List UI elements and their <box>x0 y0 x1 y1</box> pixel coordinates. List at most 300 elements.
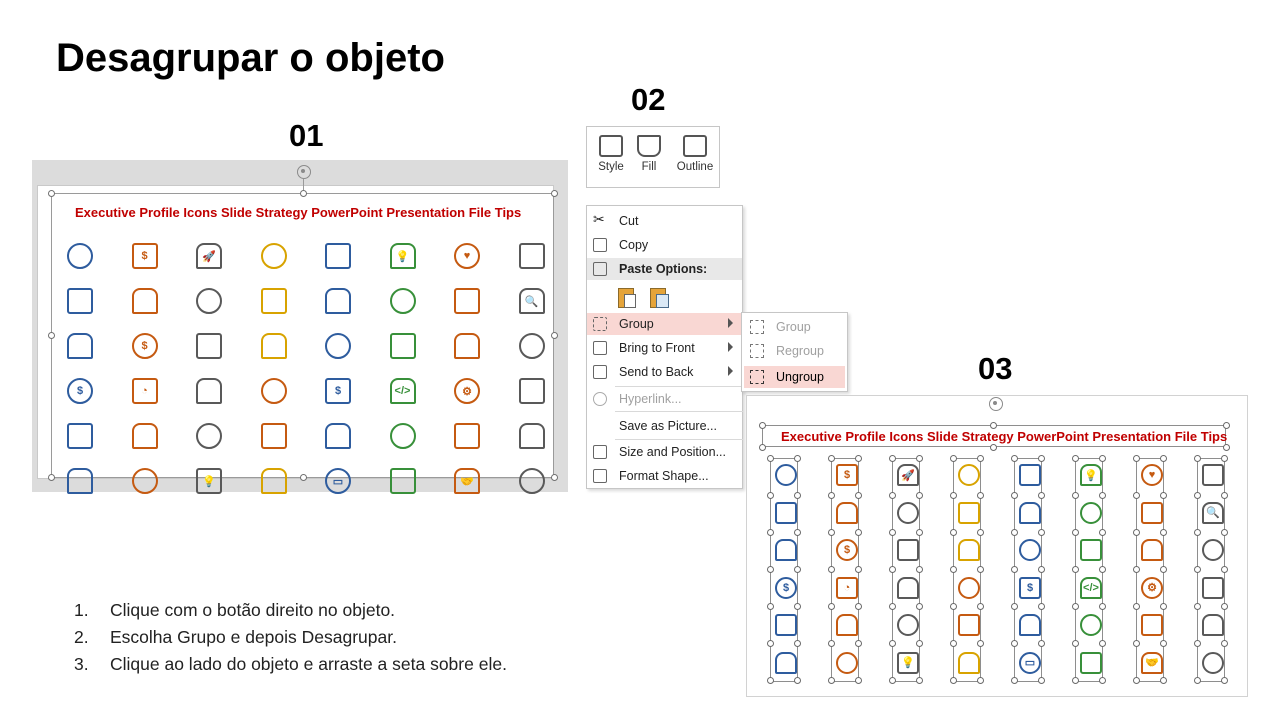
instruction-text: Clique ao lado do objeto e arraste a seta sobre ele. <box>110 654 507 674</box>
resize-handle[interactable] <box>551 474 558 481</box>
lightbulb-icon-glyph: 💡 <box>395 250 410 263</box>
meeting-icon <box>193 330 225 362</box>
resize-handle[interactable] <box>1011 529 1018 536</box>
resize-handle[interactable] <box>1160 455 1167 462</box>
resize-handle[interactable] <box>977 492 984 499</box>
submenu-item-group-label: Group <box>776 320 811 334</box>
resize-handle[interactable] <box>1072 492 1079 499</box>
bring-to-front-icon <box>593 341 607 355</box>
instruction-item <box>74 597 507 624</box>
mobile-settings-icon <box>387 330 419 362</box>
report-search-icon <box>193 420 225 452</box>
resize-handle[interactable] <box>977 529 984 536</box>
menu-item-size-position[interactable] <box>587 441 742 463</box>
submenu-item-group <box>744 316 845 338</box>
puzzle-gear-icon <box>451 420 483 452</box>
kanban-board-icon <box>64 330 96 362</box>
resize-handle[interactable] <box>767 455 774 462</box>
resize-handle[interactable] <box>1133 492 1140 499</box>
presentation-board-icon-glyph <box>258 285 290 317</box>
fill-button[interactable] <box>629 131 669 183</box>
analytics-icon-glyph <box>129 420 161 452</box>
resize-handle[interactable] <box>1038 640 1045 647</box>
growth-coin-icon-glyph <box>258 420 290 452</box>
resize-handle[interactable] <box>1099 492 1106 499</box>
resize-handle[interactable] <box>1038 455 1045 462</box>
globe-hands-icon-glyph <box>322 330 354 362</box>
resize-handle[interactable] <box>1011 492 1018 499</box>
resize-handle[interactable] <box>916 492 923 499</box>
mobile-hand-icon-glyph <box>258 330 290 362</box>
resize-handle[interactable] <box>1194 603 1201 610</box>
resize-handle[interactable] <box>977 677 984 684</box>
menu-item-bring-to-front-label: Bring to Front <box>619 341 695 355</box>
menu-separator <box>615 386 743 387</box>
invoice-dollar-icon-glyph: $ <box>1026 581 1034 594</box>
resize-handle[interactable] <box>916 677 923 684</box>
handshake-icon <box>451 465 483 497</box>
heart-hand-icon-glyph: ♥ <box>463 250 471 262</box>
resize-handle[interactable] <box>794 566 801 573</box>
paste-options-header <box>587 258 742 280</box>
puzzle-gear-icon-glyph <box>451 420 483 452</box>
conference-table-icon <box>258 465 290 497</box>
resize-handle[interactable] <box>977 603 984 610</box>
resize-handle[interactable] <box>855 455 862 462</box>
resize-handle[interactable] <box>1038 677 1045 684</box>
book-icon-glyph <box>64 240 96 272</box>
resize-handle[interactable] <box>1099 529 1106 536</box>
cart-box-icon <box>387 465 419 497</box>
resize-handle[interactable] <box>1194 677 1201 684</box>
paint-bucket-icon <box>637 135 661 157</box>
resize-handle[interactable] <box>855 529 862 536</box>
submenu-item-regroup-label: Regroup <box>776 344 824 358</box>
resize-handle[interactable] <box>794 455 801 462</box>
coin-stack-icon-glyph: $ <box>782 581 790 594</box>
resize-handle[interactable] <box>1221 566 1228 573</box>
scissors-icon: ✂ <box>593 211 605 227</box>
resize-handle[interactable] <box>1221 640 1228 647</box>
kanban-board-icon-glyph <box>64 330 96 362</box>
resize-handle[interactable] <box>1133 603 1140 610</box>
resize-handle[interactable] <box>855 677 862 684</box>
shape-format-ribbon <box>586 126 720 188</box>
slide-title-ungrouped: Executive Profile Icons Slide Strategy PowerPoint Presentation File Tips <box>781 429 1228 444</box>
resize-handle[interactable] <box>889 529 896 536</box>
resize-handle[interactable] <box>889 455 896 462</box>
rocket-icon-glyph: 🚀 <box>202 250 216 263</box>
resize-handle[interactable] <box>1160 492 1167 499</box>
html-file-icon-glyph: </> <box>1083 581 1099 594</box>
resize-handle[interactable] <box>1072 455 1079 462</box>
menu-item-save-as-picture[interactable] <box>587 415 742 437</box>
shape-style-icon <box>599 135 623 157</box>
idea-bulb-icon <box>193 465 225 497</box>
resize-handle[interactable] <box>1011 566 1018 573</box>
presentation-board-icon <box>258 285 290 317</box>
resize-handle[interactable] <box>950 677 957 684</box>
resize-handle[interactable] <box>977 640 984 647</box>
step-label-03: 03 <box>978 351 1013 386</box>
group-people-icon-glyph <box>516 465 548 497</box>
location-map-icon <box>387 285 419 317</box>
resize-handle[interactable] <box>855 603 862 610</box>
award-badge-icon-glyph <box>451 330 483 362</box>
step-label-02: 02 <box>631 82 666 117</box>
resize-handle[interactable] <box>1194 566 1201 573</box>
certificate-icon <box>516 330 548 362</box>
resize-handle[interactable] <box>950 566 957 573</box>
resize-handle[interactable] <box>855 640 862 647</box>
size-position-icon <box>593 445 607 459</box>
resize-handle[interactable] <box>759 422 766 429</box>
resize-handle[interactable] <box>1160 677 1167 684</box>
resize-handle[interactable] <box>767 566 774 573</box>
menu-item-cut[interactable] <box>587 210 742 232</box>
instruction-list <box>74 597 507 678</box>
coin-stack-icon-glyph: $ <box>76 385 84 397</box>
edit-document-icon-glyph <box>193 375 225 407</box>
resize-handle[interactable] <box>1133 566 1140 573</box>
instruction-item <box>74 624 507 651</box>
resize-handle[interactable] <box>1011 455 1018 462</box>
team-network-icon <box>258 240 290 272</box>
rocket-icon <box>193 240 225 272</box>
outline-button[interactable] <box>673 131 717 183</box>
money-hand-icon-glyph <box>516 240 548 272</box>
monitor-icon-glyph: ▭ <box>1024 657 1036 669</box>
businessman-gear-icon-glyph <box>516 420 548 452</box>
menu-item-send-to-back-label: Send to Back <box>619 365 694 379</box>
menu-item-format-shape-label: Format Shape... <box>619 469 709 483</box>
resize-handle[interactable] <box>828 492 835 499</box>
menu-separator <box>615 439 743 440</box>
dollar-hand-icon-glyph: $ <box>843 544 851 556</box>
resize-handle[interactable] <box>950 492 957 499</box>
resize-handle[interactable] <box>1099 640 1106 647</box>
resize-handle[interactable] <box>889 603 896 610</box>
resize-handle[interactable] <box>1221 603 1228 610</box>
instruction-text: Clique com o botão direito no objeto. <box>110 600 396 620</box>
edit-document-icon <box>193 375 225 407</box>
paste-keep-formatting-icon[interactable] <box>618 286 638 310</box>
conference-table-icon-glyph <box>258 465 290 497</box>
resize-handle[interactable] <box>990 444 997 451</box>
checklist-icon-glyph <box>64 285 96 317</box>
resize-handle[interactable] <box>1160 603 1167 610</box>
pie-chart-icon <box>129 375 161 407</box>
resize-handle[interactable] <box>759 444 766 451</box>
resize-handle[interactable] <box>767 492 774 499</box>
menu-item-copy[interactable] <box>587 234 742 256</box>
resize-handle[interactable] <box>1133 677 1140 684</box>
org-chart-icon <box>64 420 96 452</box>
resize-handle[interactable] <box>950 640 957 647</box>
laptop-icon-glyph <box>258 375 290 407</box>
resize-handle[interactable] <box>916 603 923 610</box>
resize-handle[interactable] <box>1160 640 1167 647</box>
resize-handle[interactable] <box>828 529 835 536</box>
resize-handle[interactable] <box>1038 529 1045 536</box>
idea-bulb-icon-glyph: 💡 <box>901 657 915 669</box>
dashboard-icon-glyph <box>322 285 354 317</box>
resize-handle[interactable] <box>794 603 801 610</box>
growth-chart-icon <box>129 285 161 317</box>
resize-handle[interactable] <box>977 455 984 462</box>
dashboard-icon <box>322 285 354 317</box>
resize-handle[interactable] <box>1133 640 1140 647</box>
handshake-icon-glyph: 🤝 <box>1145 657 1159 669</box>
resize-handle[interactable] <box>1194 529 1201 536</box>
pen-outline-icon <box>683 135 707 157</box>
resize-handle[interactable] <box>855 492 862 499</box>
resize-handle[interactable] <box>828 566 835 573</box>
resize-handle[interactable] <box>794 640 801 647</box>
resize-handle[interactable] <box>551 190 558 197</box>
menu-item-save-as-picture-label: Save as Picture... <box>619 419 717 433</box>
resize-handle[interactable] <box>1011 603 1018 610</box>
resize-handle[interactable] <box>1223 444 1230 451</box>
resize-handle[interactable] <box>950 529 957 536</box>
report-search-icon-glyph <box>193 420 225 452</box>
menu-item-bring-to-front[interactable] <box>587 337 742 359</box>
coin-icon-glyph: $ <box>141 250 148 262</box>
clipboard-icon <box>593 262 607 276</box>
resize-handle[interactable] <box>48 332 55 339</box>
instruction-number: 1. <box>74 600 89 620</box>
delivery-man-icon-glyph <box>129 465 161 497</box>
pie-chart-icon-glyph: ◔ <box>843 581 851 594</box>
location-map-icon-glyph <box>387 285 419 317</box>
resize-handle[interactable] <box>794 677 801 684</box>
resize-handle[interactable] <box>1194 455 1201 462</box>
resize-handle[interactable] <box>1011 640 1018 647</box>
coin-stack-icon <box>64 375 96 407</box>
resize-handle[interactable] <box>1221 455 1228 462</box>
resize-handle[interactable] <box>1099 566 1106 573</box>
resize-handle[interactable] <box>828 603 835 610</box>
magnifier-icon <box>516 285 548 317</box>
delivery-man-icon <box>129 465 161 497</box>
resize-handle[interactable] <box>300 190 307 197</box>
submenu-arrow-icon <box>728 342 733 352</box>
handshake-icon-glyph: 🤝 <box>460 475 474 488</box>
resize-handle[interactable] <box>1072 640 1079 647</box>
resize-handle[interactable] <box>855 566 862 573</box>
resize-handle[interactable] <box>1099 603 1106 610</box>
dollar-hand-icon <box>129 330 161 362</box>
resize-handle[interactable] <box>767 640 774 647</box>
magnifier-icon-glyph: 🔍 <box>1206 507 1220 519</box>
resize-handle[interactable] <box>1221 677 1228 684</box>
resize-handle[interactable] <box>1194 640 1201 647</box>
money-hand-icon <box>516 240 548 272</box>
ungroup-icon <box>750 370 764 384</box>
monitor-icon <box>322 465 354 497</box>
submenu-arrow-icon <box>728 318 733 328</box>
resize-handle[interactable] <box>1072 529 1079 536</box>
instruction-number: 3. <box>74 654 89 674</box>
book-icon <box>64 240 96 272</box>
resize-handle[interactable] <box>950 603 957 610</box>
resize-handle[interactable] <box>889 677 896 684</box>
slide-title: Executive Profile Icons Slide Strategy PowerPoint Presentation File Tips <box>75 205 522 220</box>
heart-hand-icon-glyph: ♥ <box>1148 469 1156 481</box>
monitor-chart-icon <box>516 375 548 407</box>
resize-handle[interactable] <box>828 640 835 647</box>
menu-item-send-to-back[interactable] <box>587 361 742 383</box>
resize-handle[interactable] <box>950 455 957 462</box>
style-button[interactable] <box>591 131 631 183</box>
hand-truck-icon-glyph <box>322 420 354 452</box>
certificate-icon-glyph <box>516 330 548 362</box>
invoice-dollar-icon <box>322 375 354 407</box>
resize-handle[interactable] <box>1038 603 1045 610</box>
resize-handle[interactable] <box>551 332 558 339</box>
paste-picture-icon[interactable] <box>650 286 670 310</box>
monitor-chart-icon-glyph <box>516 375 548 407</box>
magnifier-icon-glyph: 🔍 <box>524 295 539 308</box>
resize-handle[interactable] <box>916 566 923 573</box>
resize-handle[interactable] <box>1072 603 1079 610</box>
heart-hand-icon <box>451 240 483 272</box>
menu-item-group[interactable] <box>587 313 742 335</box>
resize-handle[interactable] <box>1160 529 1167 536</box>
submenu-arrow-icon <box>728 366 733 376</box>
rotate-handle-icon[interactable] <box>989 397 1003 411</box>
resize-handle[interactable] <box>1133 529 1140 536</box>
instruction-item <box>74 651 507 678</box>
pie-chart-icon-glyph: ◔ <box>141 385 148 397</box>
resize-handle[interactable] <box>889 492 896 499</box>
resize-handle[interactable] <box>767 529 774 536</box>
resize-handle[interactable] <box>889 566 896 573</box>
microscope-icon <box>193 285 225 317</box>
menu-item-cut-label: Cut <box>619 214 639 228</box>
resize-handle[interactable] <box>1099 677 1106 684</box>
page-title: Desagrupar o objeto <box>56 36 445 80</box>
gear-icon <box>451 375 483 407</box>
html-file-icon-glyph: </> <box>394 385 411 397</box>
documents-icon-glyph <box>322 240 354 272</box>
laptop-icon <box>258 375 290 407</box>
lightbulb-icon <box>387 240 419 272</box>
submenu-item-ungroup-label: Ungroup <box>776 370 824 384</box>
checklist-icon <box>64 285 96 317</box>
team-icon-glyph <box>451 285 483 317</box>
resize-handle[interactable] <box>889 640 896 647</box>
menu-item-copy-label: Copy <box>619 238 649 252</box>
resize-handle[interactable] <box>48 474 55 481</box>
style-label: Style <box>598 161 624 173</box>
hand-truck-icon <box>322 420 354 452</box>
documents-icon <box>322 240 354 272</box>
mobile-hand-icon <box>258 330 290 362</box>
target-monitor-icon-glyph <box>387 420 419 452</box>
resize-handle[interactable] <box>1160 566 1167 573</box>
coin-icon-glyph: $ <box>843 469 851 481</box>
resize-handle[interactable] <box>990 422 997 429</box>
copy-icon <box>593 238 607 252</box>
menu-item-format-shape[interactable] <box>587 465 742 487</box>
cart-box-icon-glyph <box>387 465 419 497</box>
step-label-01: 01 <box>289 118 324 153</box>
context-menu <box>586 205 743 489</box>
resize-handle[interactable] <box>1099 455 1106 462</box>
resize-handle[interactable] <box>916 529 923 536</box>
resize-handle[interactable] <box>828 455 835 462</box>
resize-handle[interactable] <box>1072 677 1079 684</box>
team-network-icon-glyph <box>258 240 290 272</box>
resize-handle[interactable] <box>1038 492 1045 499</box>
microscope-icon-glyph <box>193 285 225 317</box>
resize-handle[interactable] <box>767 677 774 684</box>
rotate-handle-icon[interactable] <box>297 165 311 179</box>
award-badge-icon <box>451 330 483 362</box>
team-icon <box>451 285 483 317</box>
mobile-settings-icon-glyph <box>387 330 419 362</box>
resize-handle[interactable] <box>1221 492 1228 499</box>
idea-bulb-icon-glyph: 💡 <box>202 475 216 488</box>
gear-hand-icon-glyph <box>64 465 96 497</box>
monitor-icon-glyph: ▭ <box>332 475 344 488</box>
resize-handle[interactable] <box>794 492 801 499</box>
regroup-icon <box>750 344 764 358</box>
rocket-icon-glyph: 🚀 <box>901 469 915 482</box>
target-monitor-icon <box>387 420 419 452</box>
resize-handle[interactable] <box>767 603 774 610</box>
submenu-item-regroup <box>744 340 845 362</box>
resize-handle[interactable] <box>300 474 307 481</box>
resize-handle[interactable] <box>1223 422 1230 429</box>
resize-handle[interactable] <box>1221 529 1228 536</box>
outline-label: Outline <box>676 161 714 173</box>
resize-handle[interactable] <box>1072 566 1079 573</box>
growth-chart-icon-glyph <box>129 285 161 317</box>
instruction-text: Escolha Grupo e depois Desagrupar. <box>110 627 397 647</box>
resize-handle[interactable] <box>1133 455 1140 462</box>
resize-handle[interactable] <box>1194 492 1201 499</box>
businessman-gear-icon <box>516 420 548 452</box>
instruction-number: 2. <box>74 627 89 647</box>
resize-handle[interactable] <box>794 529 801 536</box>
resize-handle[interactable] <box>48 190 55 197</box>
resize-handle[interactable] <box>828 677 835 684</box>
resize-handle[interactable] <box>977 566 984 573</box>
paste-options-label: Paste Options: <box>619 262 708 276</box>
send-to-back-icon <box>593 365 607 379</box>
html-file-icon <box>387 375 419 407</box>
menu-item-size-position-label: Size and Position... <box>619 445 727 459</box>
dollar-hand-icon-glyph: $ <box>141 340 148 352</box>
coin-icon <box>129 240 161 272</box>
resize-handle[interactable] <box>1011 677 1018 684</box>
group-people-icon <box>516 465 548 497</box>
format-shape-icon <box>593 469 607 483</box>
submenu-item-ungroup[interactable] <box>744 366 845 388</box>
fill-label: Fill <box>641 161 657 173</box>
resize-handle[interactable] <box>916 640 923 647</box>
analytics-icon <box>129 420 161 452</box>
invoice-dollar-icon-glyph: $ <box>334 385 342 397</box>
globe-hands-icon <box>322 330 354 362</box>
org-chart-icon-glyph <box>64 420 96 452</box>
gear-hand-icon <box>64 465 96 497</box>
resize-handle[interactable] <box>1038 566 1045 573</box>
menu-separator <box>615 411 743 412</box>
resize-handle[interactable] <box>916 455 923 462</box>
